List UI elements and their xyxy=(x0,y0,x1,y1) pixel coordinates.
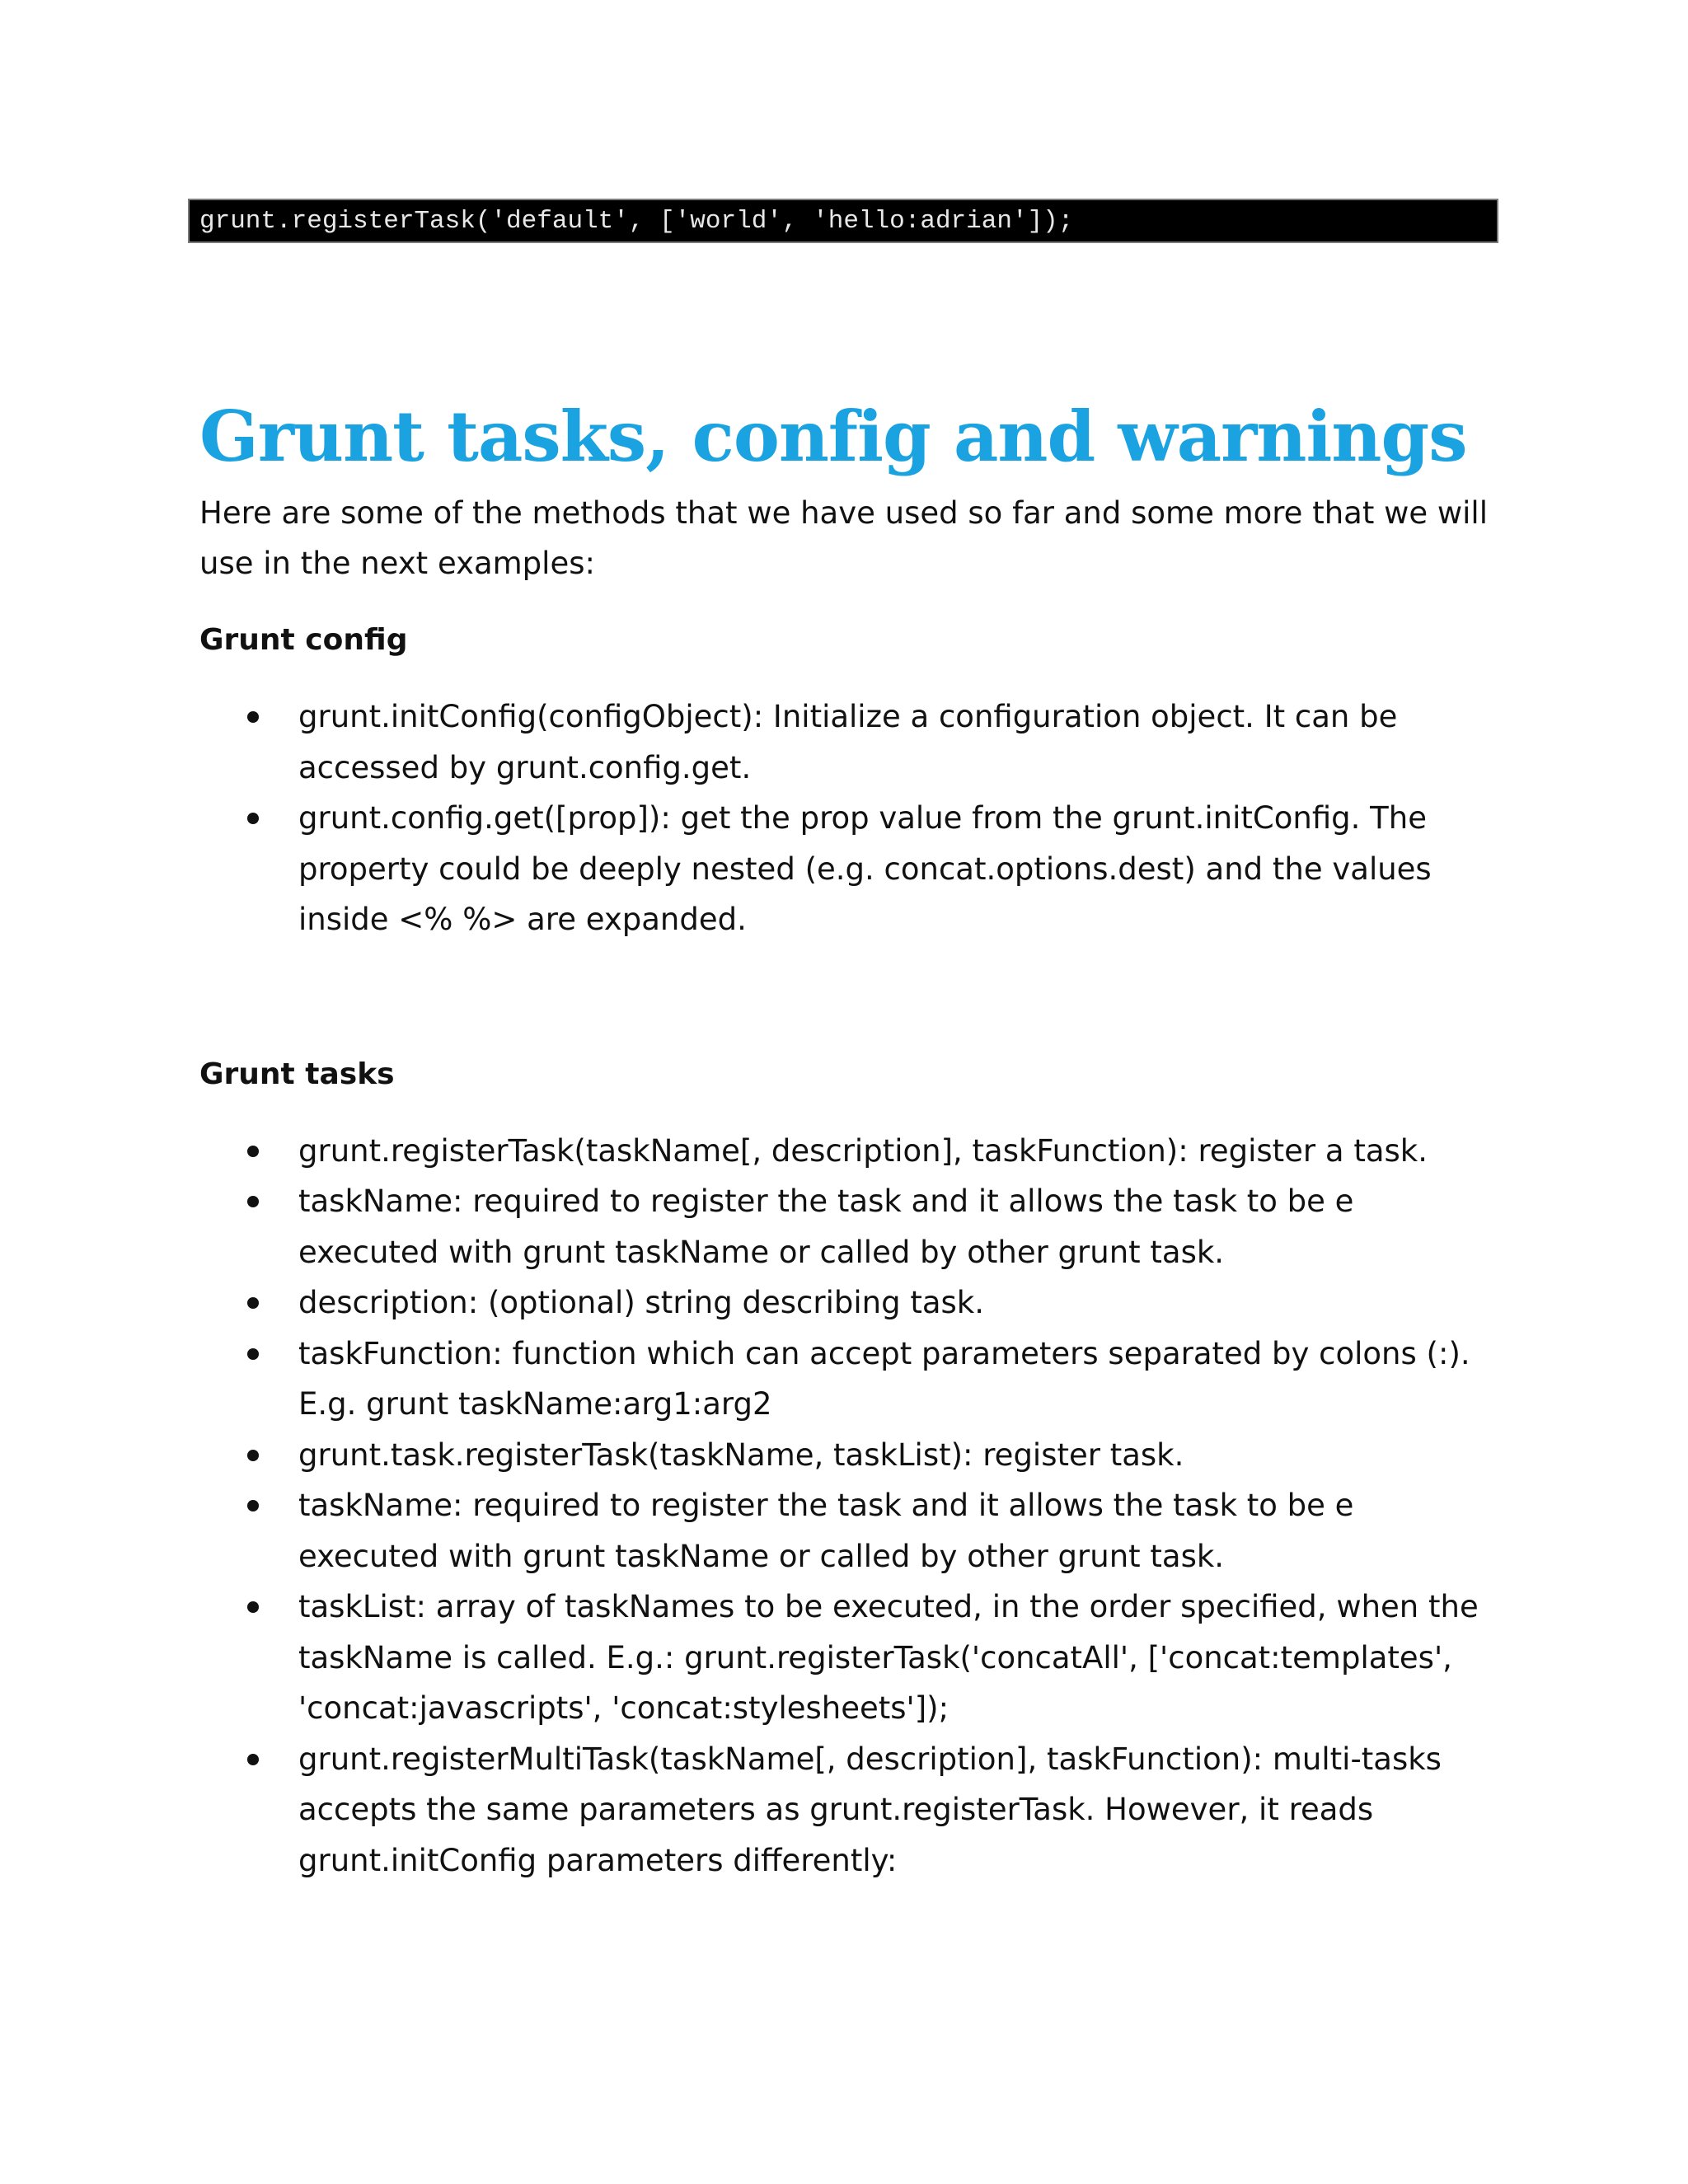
list-item xyxy=(298,1430,1502,1481)
list-item xyxy=(298,1734,1502,1886)
list-item xyxy=(298,691,1502,793)
config-list xyxy=(199,691,1502,945)
code-line: grunt.registerTask('default', ['world', 'hello:adrian']); xyxy=(199,206,1074,236)
intro-paragraph: Here are some of the methods that we have used so far and some more that we will use in the next examples: xyxy=(199,495,1488,581)
section-heading-grunt-config: Grunt config xyxy=(199,623,408,657)
document-content xyxy=(199,387,1502,1886)
bullet-icon xyxy=(247,1601,259,1613)
page-title: Grunt tasks, config and warnings xyxy=(199,396,1467,477)
list-item xyxy=(298,1176,1502,1277)
list-item-text: grunt.config.get([prop]): get the prop value from the grunt.initConfig. The property could be deeply nested (e.g. concat.options.dest) and the values inside <% %> are expanded. xyxy=(298,800,1432,937)
list-item-text: grunt.task.registerTask(taskName, taskList): register task. xyxy=(298,1436,1184,1473)
list-item xyxy=(298,1277,1502,1329)
bullet-icon xyxy=(247,711,259,723)
section-heading-grunt-tasks: Grunt tasks xyxy=(199,1057,395,1091)
list-item-text: grunt.initConfig(configObject): Initialize a configuration object. It can be accessed by grunt.config.get. xyxy=(298,699,1398,785)
bullet-icon xyxy=(247,1297,259,1309)
code-block xyxy=(188,199,1498,243)
list-item xyxy=(298,1480,1502,1582)
list-item-text: description: (optional) string describing task. xyxy=(298,1285,984,1320)
list-item xyxy=(298,793,1502,945)
bullet-icon xyxy=(247,1754,259,1765)
list-item xyxy=(298,1126,1502,1177)
list-item-text: taskFunction: function which can accept parameters separated by colons (:). E.g. grunt taskName:arg1:arg2 xyxy=(298,1335,1470,1422)
list-item-text: grunt.registerTask(taskName[, description], taskFunction): register a task. xyxy=(298,1132,1428,1169)
bullet-icon xyxy=(247,1500,259,1511)
bullet-icon xyxy=(247,1348,259,1360)
bullet-icon xyxy=(247,1196,259,1207)
bullet-icon xyxy=(247,813,259,824)
list-item-text: taskName: required to register the task and it allows the task to be e executed with grunt taskName or called by other grunt task. xyxy=(298,1183,1354,1270)
list-item-text: taskName: required to register the task and it allows the task to be e executed with grunt taskName or called by other grunt task. xyxy=(298,1488,1354,1574)
list-item-text: grunt.registerMultiTask(taskName[, description], taskFunction): multi-tasks accepts the same parameters as grunt.registerTask. However, it reads grunt.initConfig parameters differently: xyxy=(298,1741,1442,1878)
bullet-icon xyxy=(247,1146,259,1157)
bullet-icon xyxy=(247,1450,259,1461)
list-item-text: taskList: array of taskNames to be executed, in the order specified, when the taskName is called. E.g.: grunt.registerTask('concatAll', ['concat:templates', 'concat:javascripts', 'concat:stylesheets']); xyxy=(298,1589,1479,1726)
list-item xyxy=(298,1582,1502,1734)
tasks-list xyxy=(199,1126,1502,1886)
list-item xyxy=(298,1329,1502,1430)
